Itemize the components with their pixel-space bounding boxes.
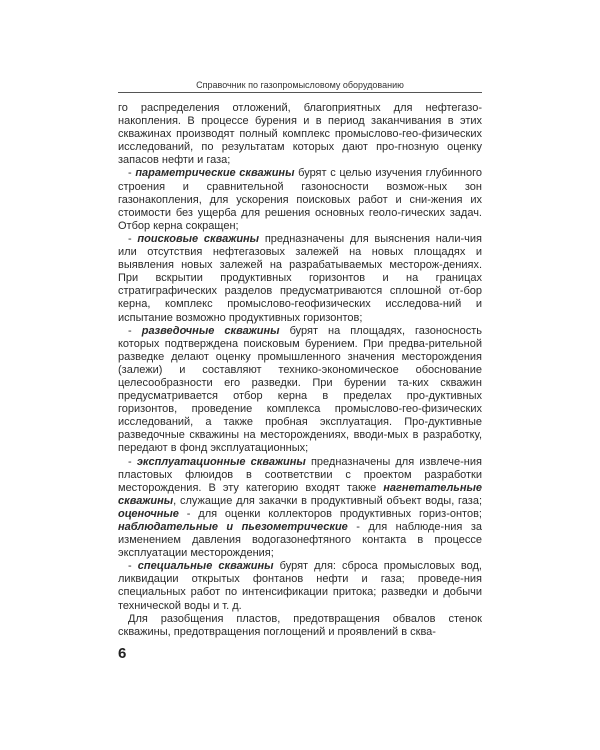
paragraph [118, 102, 482, 167]
text-segment: го распределения отложений, благоприятных для нефтегазо-накопления. В процессе бурения и в период заканчивания в этих скважинах производят полный комплекс промыслово-гео-физических исследований, по результатам которых дают про-гнозную оценку запасов нефти и газа; [118, 102, 482, 167]
text-segment: бурят с целью изучения глубинного строения и сравнительной газоносности возмож-ных зон газонакопления, для ускорения поисковых работ и сни-жения их стоимости без ущерба для решения основных геоло-гических задач. Отбор керна сокращен; [118, 167, 482, 232]
page-number: 6 [118, 645, 127, 662]
text-segment: - для наблюде-ния за изменением давления водогазонефтяного контакта в процессе эксплуатации месторождения; [118, 521, 482, 560]
text-segment: предназначены для извлече-ния пластовых флюидов в соответствии с проектом разработки месторождения. В эту категорию входят также [118, 455, 482, 494]
well-type-term: нагнетательные скважины [118, 481, 482, 507]
text-segment: - [128, 455, 137, 468]
text-segment: Для разобщения пластов, предотвращения обвалов стенок скважины, предотвращения поглощений и проявлений в сква- [118, 612, 482, 638]
text-segment: - [128, 167, 136, 180]
well-type-term: эксплуатационные скважины [136, 455, 306, 468]
header-rule [118, 92, 482, 93]
paragraph [118, 167, 482, 232]
text-segment: - [128, 232, 138, 245]
well-type-term: специальные скважины [137, 560, 274, 573]
paragraph [118, 325, 482, 456]
running-head: Справочник по газопромысловому оборудованию [196, 80, 404, 90]
text-segment: - для оценки коллекторов продуктивных гориз-онтов; [178, 507, 482, 520]
well-type-term: поисковые скважины [137, 232, 260, 245]
text-segment: , служащие для закачки в продуктивный объект воды, газа; [173, 494, 482, 507]
paragraph [118, 560, 482, 612]
text-segment: - [128, 324, 142, 337]
text-segment: бурят для: сброса промысловых вод, ликвидации открытых фонтанов нефти и газа; проведе-ния специальных работ по интенсификации притока; разведки и добычи технической воды и т. д. [118, 560, 482, 612]
text-segment: бурят на площадях, газоносность которых подтверждена поисковым бурением. При предва-рительной разведке делают оценку промышленного значения месторождения (залежи) и составляют технико-экономическое обоснование целесообразности его разведки. При бурении та-ких скважин предусматривается отбор керна в пределах про-дуктивных горизонтов, проведение комплекса промыслово-гео-физических исследований, а также пробная эксплуатация. Про-дуктивные разведочные скважины на месторождениях, вводи-мых в разработку, передают в фонд эксплуатационных; [118, 324, 482, 455]
well-type-term: наблюдательные и пьезометрические [118, 521, 348, 533]
well-type-term: параметрические скважины [135, 167, 295, 180]
paragraph [118, 613, 482, 639]
body-text [118, 102, 482, 639]
text-segment: предназначены для выяснения нали-чия или отсутствия нефтегазовых залежей на новых площадях и выявления новых залежей на разрабатываемых месторож-дениях. При вскрытии продуктивных горизонтов и на границах стратиграфических разделов предусматриваются сплошной от-бор керна, комплекс промыслово-геофизических исследова-ний и испытание возможно продуктивных горизонтов; [118, 232, 482, 324]
text-segment: - [128, 560, 138, 573]
well-type-term: оценочные [118, 507, 179, 520]
paragraph [118, 233, 482, 325]
paragraph [118, 456, 482, 561]
well-type-term: разведочные скважины [141, 324, 280, 337]
